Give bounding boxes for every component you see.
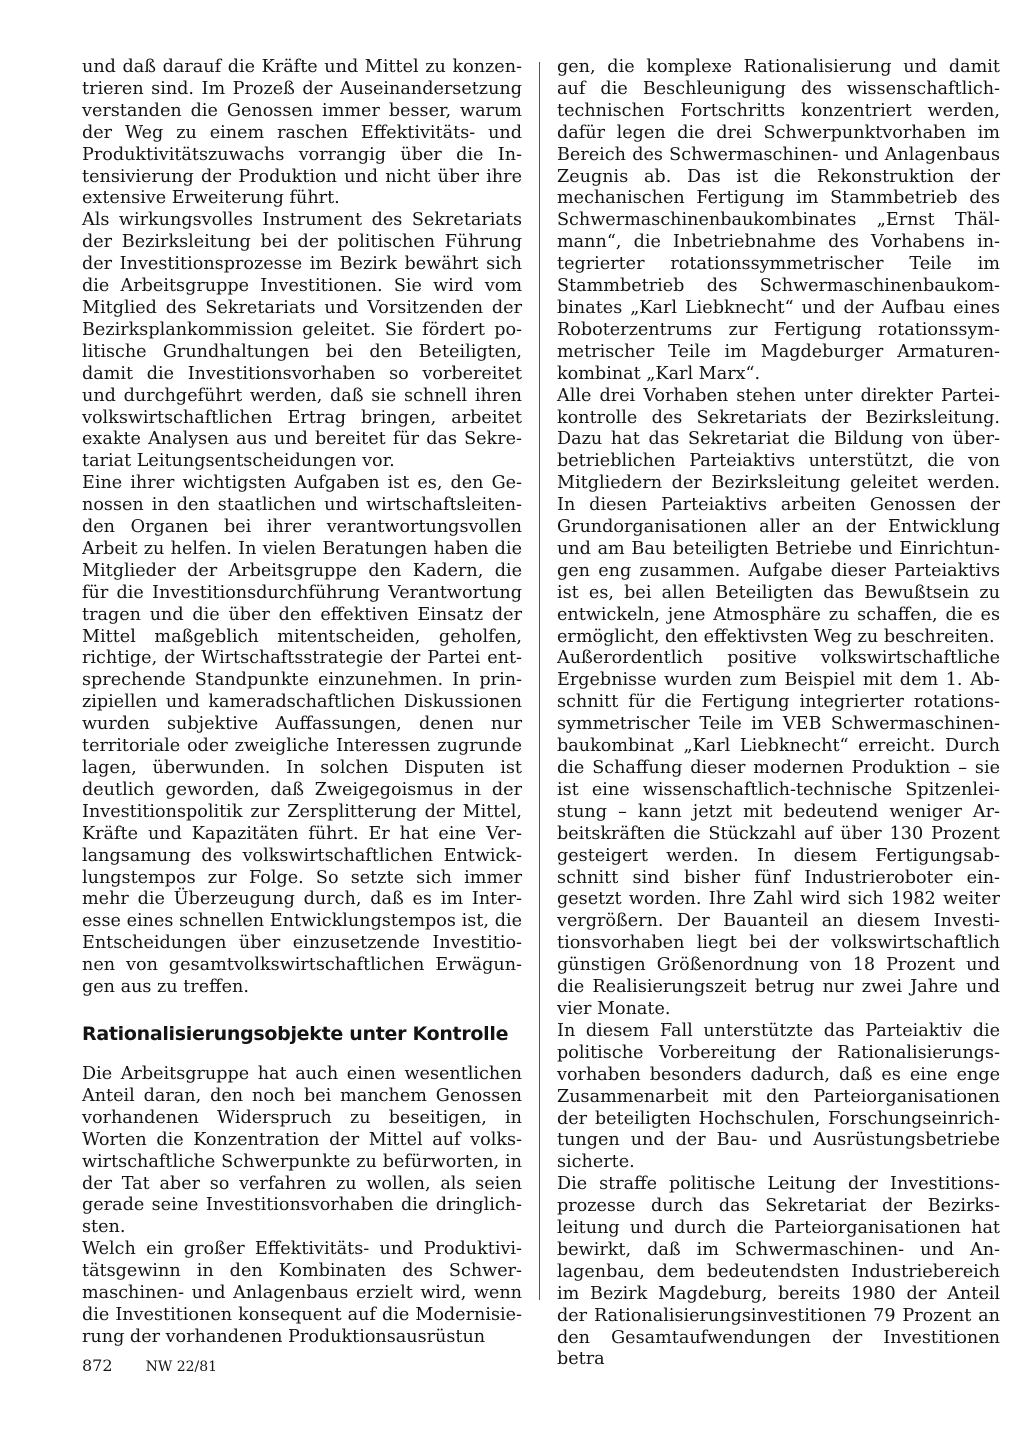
paragraph: Als wirkungsvolles Instrument des Sekretariats der Bezirksleitung bei der politischen Führung der Investitionsprozesse im Bezirk bewährt sich die Arbeitsgruppe Investitionen. Sie wird vom Mitglied des Sekretariats und Vorsitzenden der Bezirksplankommission geleitet. Sie fördert politische Grundhaltungen bei den Beteiligten, damit die Investitionsvorhaben so vorbereitet und durchgeführt werden, daß sie schnell ihren volkswirtschaftlichen Ertrag bringen, arbeitet exakte Analysen aus und bereitet für das Sekretariat Leitungsentscheidungen vor. — [82, 210, 522, 472]
paragraph: und daß darauf die Kräfte und Mittel zu konzentrieren sind. Im Prozeß der Auseinandersetzung verstanden die Genossen immer besser, warum der Weg zu einem raschen Effektivitäts- und Produktivitätszuwachs vorrangig über die Intensivierung der Produktion und nicht über ihre extensive Erweiterung führt. — [82, 57, 522, 209]
left-column — [82, 57, 522, 1349]
issue-label: NW 22/81 — [145, 1359, 218, 1375]
paragraph: Welch ein großer Effektivitäts- und Produktivitätsgewinn in den Kombinaten des Schwermaschinen- und Anlagenbaus erzielt wird, wenn die Investitionen konsequent auf die Modernisierung der vorhandenen Produktionsausrüstun — [82, 1239, 522, 1347]
paragraph: In diesem Fall unterstützte das Parteiaktiv die politische Vorbereitung der Rationalisierungsvorhaben besonders dadurch, daß es eine enge Zusammenarbeit mit den Parteiorganisationen der beteiligten Hochschulen, Forschungseinrichtungen und der Bau- und Ausrüstungsbetriebe sicherte. — [557, 1020, 1000, 1173]
paragraph: Außerordentlich positive volkswirtschaftliche Ergebnisse wurden zum Beispiel mit dem 1. Abschnitt für die Fertigung integrierter rotationssymmetrischer Teile im VEB Schwermaschinenbaukombinat „Karl Liebknecht“ erreicht. Durch die Schaffung dieser modernen Produktion – sie ist eine wissenschaftlich-technische Spitzenleistung – kann jetzt mit bedeutend weniger Arbeitskräften die Stückzahl auf über 130 Prozent gesteigert werden. In diesem Fertigungsabschnitt sind bisher fünf Industrieroboter eingesetzt worden. Ihre Zahl wird sich 1982 weiter vergrößern. Der Bauanteil an diesem Investitionsvorhaben liegt bei der volkswirtschaftlich günstigen Größenordnung von 18 Prozent und die Realisierungszeit betrug nur zwei Jahre und vier Monate. — [557, 648, 1000, 1019]
paragraph: Die Arbeitsgruppe hat auch einen wesentlichen Anteil daran, den noch bei manchem Genossen vorhandenen Widerspruch zu beseitigen, in Worten die Konzentration der Mittel auf volkswirtschaftliche Schwerpunkte zu befürworten, in der Tat aber so verfahren zu wollen, als seien gerade seine Investitionsvorhaben die dringlichsten. — [82, 1063, 522, 1238]
page-number: 872 — [82, 1356, 113, 1375]
paragraph: gen, die komplexe Rationalisierung und damit auf die Beschleunigung des wissenschaftlichtechnischen Fortschritts konzentriert werden, dafür legen die drei Schwerpunktvorhaben im Bereich des Schwermaschinen- und Anlagenbaus Zeugnis ab. Das ist die Rekonstruktion der mechanischen Fertigung im Stammbetrieb des Schwermaschinenbaukombinates „Ernst Thälmann“, die Inbetriebnahme des Vorhabens integrierter rotationssymmetrischer Teile im Stammbetrieb des Schwermaschinenbaukombinates „Karl Liebknecht“ und der Aufbau eines Roboterzentrums zur Fertigung rotationssymmetrischer Teile im Magdeburger Armaturenkombinat „Karl Marx“. — [557, 57, 1000, 384]
page-footer — [82, 1356, 217, 1377]
column-divider — [539, 62, 540, 1300]
paragraph: Eine ihrer wichtigsten Aufgaben ist es, den Genossen in den staatlichen und wirtschaftsleitenden Organen bei ihrer verantwortungsvollen Arbeit zu helfen. In vielen Beratungen haben die Mitglieder der Arbeitsgruppe den Kadern, die für die Investitionsdurchführung Verantwortung tragen und die über den effektiven Einsatz der Mittel maßgeblich mitentscheiden, geholfen, richtige, der Wirtschaftsstrategie der Partei entsprechende Standpunkte einzunehmen. In prinzipiellen und kameradschaftlichen Diskussionen wurden subjektive Auffassungen, denen nur territoriale oder zweigliche Interessen zugrunde lagen, überwunden. In solchen Disputen ist deutlich geworden, daß Zweigegoismus in der Investitionspolitik zur Zersplitterung der Mittel, Kräfte und Kapazitäten führt. Er hat eine Verlangsamung des volkswirtschaftlichen Entwicklungstempos zur Folge. So setzte sich immer mehr die Überzeugung durch, daß es im Interesse eines schnellen Entwicklungstempos ist, die Entscheidungen über einzusetzende Investitionen von gesamtvolkswirtschaftlichen Erwägungen aus zu treffen. — [82, 473, 522, 998]
paragraph: Die straffe politische Leitung der Investitionsprozesse durch das Sekretariat der Bezirksleitung und durch die Parteiorganisationen hat bewirkt, daß im Schwermaschinen- und Anlagenbau, dem bedeutendsten Industriebereich im Bezirk Magdeburg, bereits 1980 der Anteil der Rationalisierungsinvestitionen 79 Prozent an den Gesamtaufwendungen der Investitionen betra — [557, 1174, 1000, 1370]
paragraph: Alle drei Vorhaben stehen unter direkter Parteikontrolle des Sekretariats der Bezirksleitung. Dazu hat das Sekretariat die Bildung von überbetrieblichen Parteiaktivs unterstützt, die von Mitgliedern der Bezirksleitung geleitet werden. In diesen Parteiaktivs arbeiten Genossen der Grundorganisationen aller an der Entwicklung und am Bau beteiligten Betriebe und Einrichtungen eng zusammen. Aufgabe dieser Parteiaktivs ist es, bei allen Beteiligten das Bewußtsein zu entwickeln, jene Atmosphäre zu schaffen, die es ermöglicht, den effektivsten Weg zu beschreiten. — [557, 385, 1000, 647]
section-heading: Rationalisierungsobjekte unter Kontrolle — [82, 1022, 509, 1045]
right-column — [557, 57, 1000, 1371]
